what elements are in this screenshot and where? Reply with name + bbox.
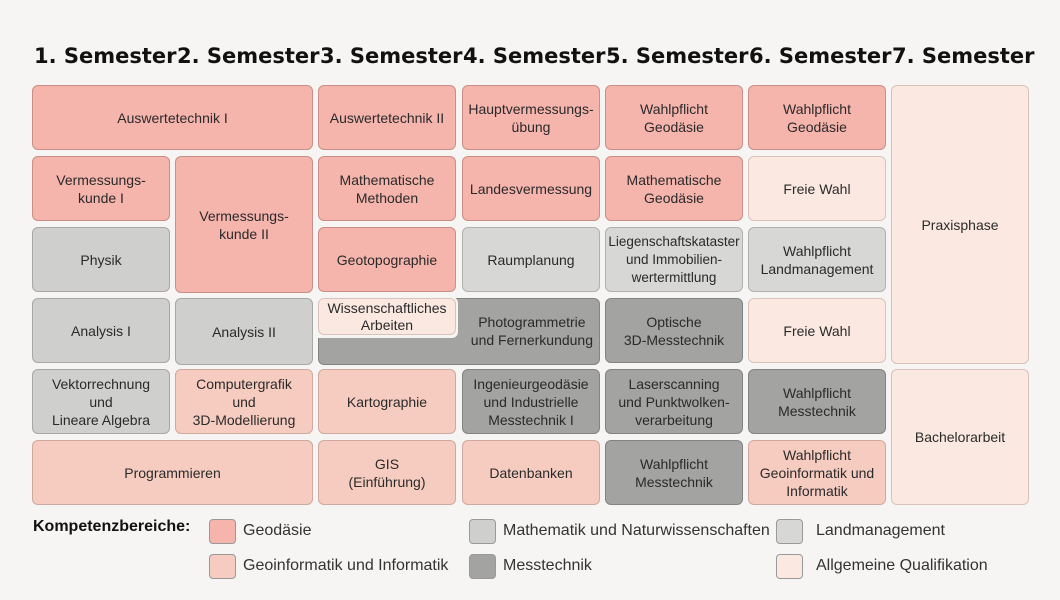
- legend-label-landmanagement: Landmanagement: [816, 522, 945, 539]
- module-ingenieurgeodaesie: Ingenieurgeodäsie und Industrielle Messtechnik I: [462, 369, 600, 434]
- module-hauptvermessungsuebung: Hauptvermessungs- übung: [462, 85, 600, 150]
- module-datenbanken: Datenbanken: [462, 440, 600, 505]
- module-photogrammetrie: Photogrammetrie und Fernerkundung: [318, 298, 600, 365]
- legend-title: Kompetenzbereiche:: [33, 518, 191, 535]
- module-mathematische-geodaesie: Mathematische Geodäsie: [605, 156, 743, 221]
- legend-swatch-allgemeine: [776, 554, 803, 579]
- module-wahlpflicht-messtechnik-6: Wahlpflicht Messtechnik: [748, 369, 886, 434]
- module-auswertetechnik-2: Auswertetechnik II: [318, 85, 456, 150]
- module-laserscanning: Laserscanning und Punktwolken- verarbeitung: [605, 369, 743, 434]
- legend-label-mathematik: Mathematik und Naturwissenschaften: [503, 522, 770, 539]
- module-wahlpflicht-geoinformatik: Wahlpflicht Geoinformatik und Informatik: [748, 440, 886, 505]
- module-vektorrechnung: Vektorrechnung und Lineare Algebra: [32, 369, 170, 434]
- module-wahlpflicht-messtechnik-5: Wahlpflicht Messtechnik: [605, 440, 743, 505]
- module-bachelorarbeit: Bachelorarbeit: [891, 369, 1029, 505]
- legend-label-geoinformatik: Geoinformatik und Informatik: [243, 557, 449, 574]
- legend-swatch-geoinformatik: [209, 554, 236, 579]
- module-wahlpflicht-landmanagement: Wahlpflicht Landmanagement: [748, 227, 886, 292]
- semester-header-5: 5. Semester: [606, 44, 749, 68]
- module-wahlpflicht-geodaesie-6: Wahlpflicht Geodäsie: [748, 85, 886, 150]
- module-freie-wahl-1: Freie Wahl: [748, 156, 886, 221]
- module-liegenschaftskataster: Liegenschaftskataster und Immobilien- wertermittlung: [605, 227, 743, 292]
- legend-label-messtechnik: Messtechnik: [503, 557, 592, 574]
- legend-label-allgemeine: Allgemeine Qualifikation: [816, 557, 988, 574]
- module-programmieren: Programmieren: [32, 440, 313, 505]
- module-kartographie: Kartographie: [318, 369, 456, 434]
- legend-swatch-mathematik: [469, 519, 496, 544]
- module-wissenschaftliches-arbeiten: Wissenschaftliches Arbeiten: [318, 298, 456, 335]
- legend-swatch-geodaesie: [209, 519, 236, 544]
- semester-header-7: 7. Semester: [892, 44, 1035, 68]
- legend-swatch-messtechnik: [469, 554, 496, 579]
- semester-header-6: 6. Semester: [749, 44, 892, 68]
- module-computergrafik: Computergrafik und 3D-Modellierung: [175, 369, 313, 434]
- module-mathematische-methoden: Mathematische Methoden: [318, 156, 456, 221]
- semester-header-3: 3. Semester: [320, 44, 463, 68]
- module-raumplanung: Raumplanung: [462, 227, 600, 292]
- module-wahlpflicht-geodaesie-5: Wahlpflicht Geodäsie: [605, 85, 743, 150]
- module-auswertetechnik-1: Auswertetechnik I: [32, 85, 313, 150]
- module-landesvermessung: Landesvermessung: [462, 156, 600, 221]
- module-optische-messtechnik: Optische 3D-Messtechnik: [605, 298, 743, 363]
- module-analysis-2: Analysis II: [175, 298, 313, 365]
- module-freie-wahl-2: Freie Wahl: [748, 298, 886, 363]
- module-vermessungskunde-2: Vermessungs- kunde II: [175, 156, 313, 293]
- semester-header-4: 4. Semester: [463, 44, 606, 68]
- semester-header-1: 1. Semester: [34, 44, 177, 68]
- module-geotopographie: Geotopographie: [318, 227, 456, 292]
- semester-header-2: 2. Semester: [177, 44, 320, 68]
- module-praxisphase: Praxisphase: [891, 85, 1029, 364]
- legend-label-geodaesie: Geodäsie: [243, 522, 312, 539]
- module-physik: Physik: [32, 227, 170, 292]
- module-analysis-1: Analysis I: [32, 298, 170, 363]
- module-gis: GIS (Einführung): [318, 440, 456, 505]
- module-vermessungskunde-1: Vermessungs- kunde I: [32, 156, 170, 221]
- legend-swatch-landmanagement: [776, 519, 803, 544]
